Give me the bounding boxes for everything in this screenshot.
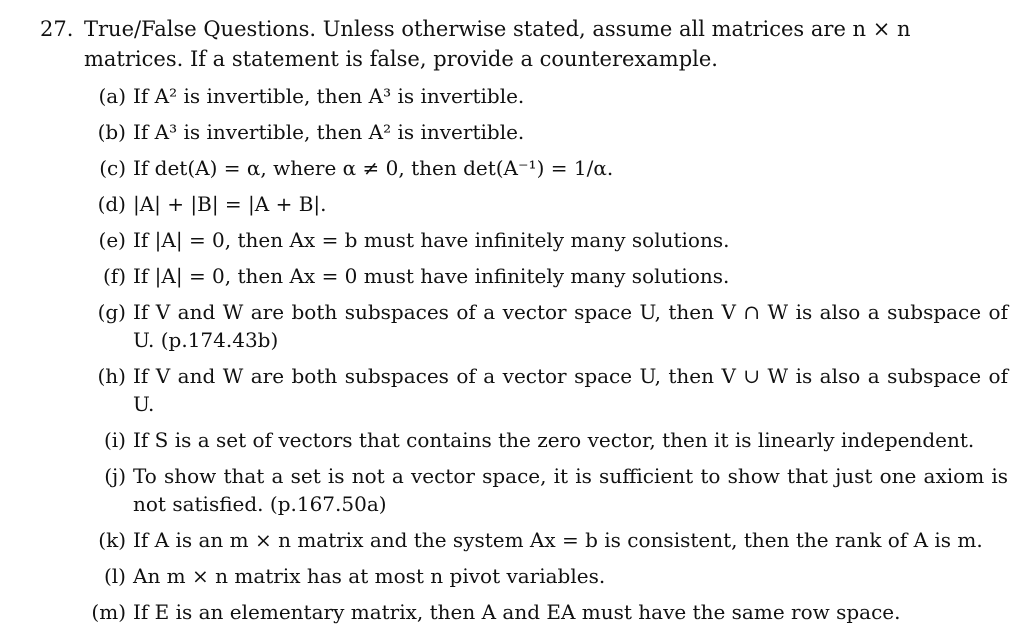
- question-item-c: [40, 154, 1008, 182]
- question-label: (a): [98, 84, 126, 108]
- question-text: To show that a set is not a vector space, it is sufficient to show that just one axiom is not satisfied. (p.167.50a): [133, 464, 1008, 516]
- question-text: |A| + |B| = |A + B|.: [133, 192, 327, 216]
- question-item-i: [40, 426, 1008, 454]
- question-text: If |A| = 0, then Ax = 0 must have infinitely many solutions.: [133, 264, 730, 288]
- question-list: [40, 82, 1008, 626]
- question-label: (i): [103, 428, 126, 452]
- question-item-m: [40, 598, 1008, 626]
- question-label: (j): [104, 464, 126, 488]
- question-item-e: [40, 226, 1008, 254]
- question-text: If V and W are both subspaces of a vector space U, then V ∩ W is also a subspace of U. (p.174.43b): [133, 300, 1008, 352]
- problem-intro-text: True/False Questions. Unless otherwise stated, assume all matrices are n × n matrices. If a statement is false, provide a counterexample.: [84, 17, 911, 71]
- question-label: (c): [99, 156, 126, 180]
- problem-27: [40, 14, 1008, 642]
- question-text: If A² is invertible, then A³ is invertible.: [133, 84, 525, 108]
- question-text: An m × n matrix has at most n pivot variables.: [133, 564, 606, 588]
- question-label: (g): [97, 300, 126, 324]
- question-text: If V and W are both subspaces of a vector space U, then V ∪ W is also a subspace of U.: [133, 364, 1008, 416]
- question-text: If S is a set of vectors that contains the zero vector, then it is linearly independent.: [133, 428, 975, 452]
- question-item-f: [40, 262, 1008, 290]
- question-text: If A is an m × n matrix and the system Ax = b is consistent, then the rank of A is m.: [133, 528, 983, 552]
- question-item-j: [40, 462, 1008, 518]
- problem-number: 27.: [40, 17, 74, 41]
- question-label: (k): [98, 528, 126, 552]
- question-label: (f): [102, 264, 126, 288]
- question-label: (e): [98, 228, 126, 252]
- question-text: If det(A) = α, where α ≠ 0, then det(A⁻¹) = 1/α.: [133, 156, 614, 180]
- question-label: (d): [97, 192, 126, 216]
- question-item-a: [40, 82, 1008, 110]
- question-label: (h): [97, 364, 126, 388]
- question-text: If A³ is invertible, then A² is invertible.: [133, 120, 525, 144]
- question-item-l: [40, 562, 1008, 590]
- question-item-g: [40, 298, 1008, 354]
- question-label: (b): [97, 120, 126, 144]
- question-item-b: [40, 118, 1008, 146]
- question-label: (m): [91, 600, 126, 624]
- question-label: (l): [103, 564, 126, 588]
- question-item-k: [40, 526, 1008, 554]
- question-item-d: [40, 190, 1008, 218]
- question-text: If |A| = 0, then Ax = b must have infinitely many solutions.: [133, 228, 730, 252]
- question-text: If E is an elementary matrix, then A and EA must have the same row space.: [133, 600, 901, 624]
- question-item-h: [40, 362, 1008, 418]
- problem-intro: [40, 14, 1008, 74]
